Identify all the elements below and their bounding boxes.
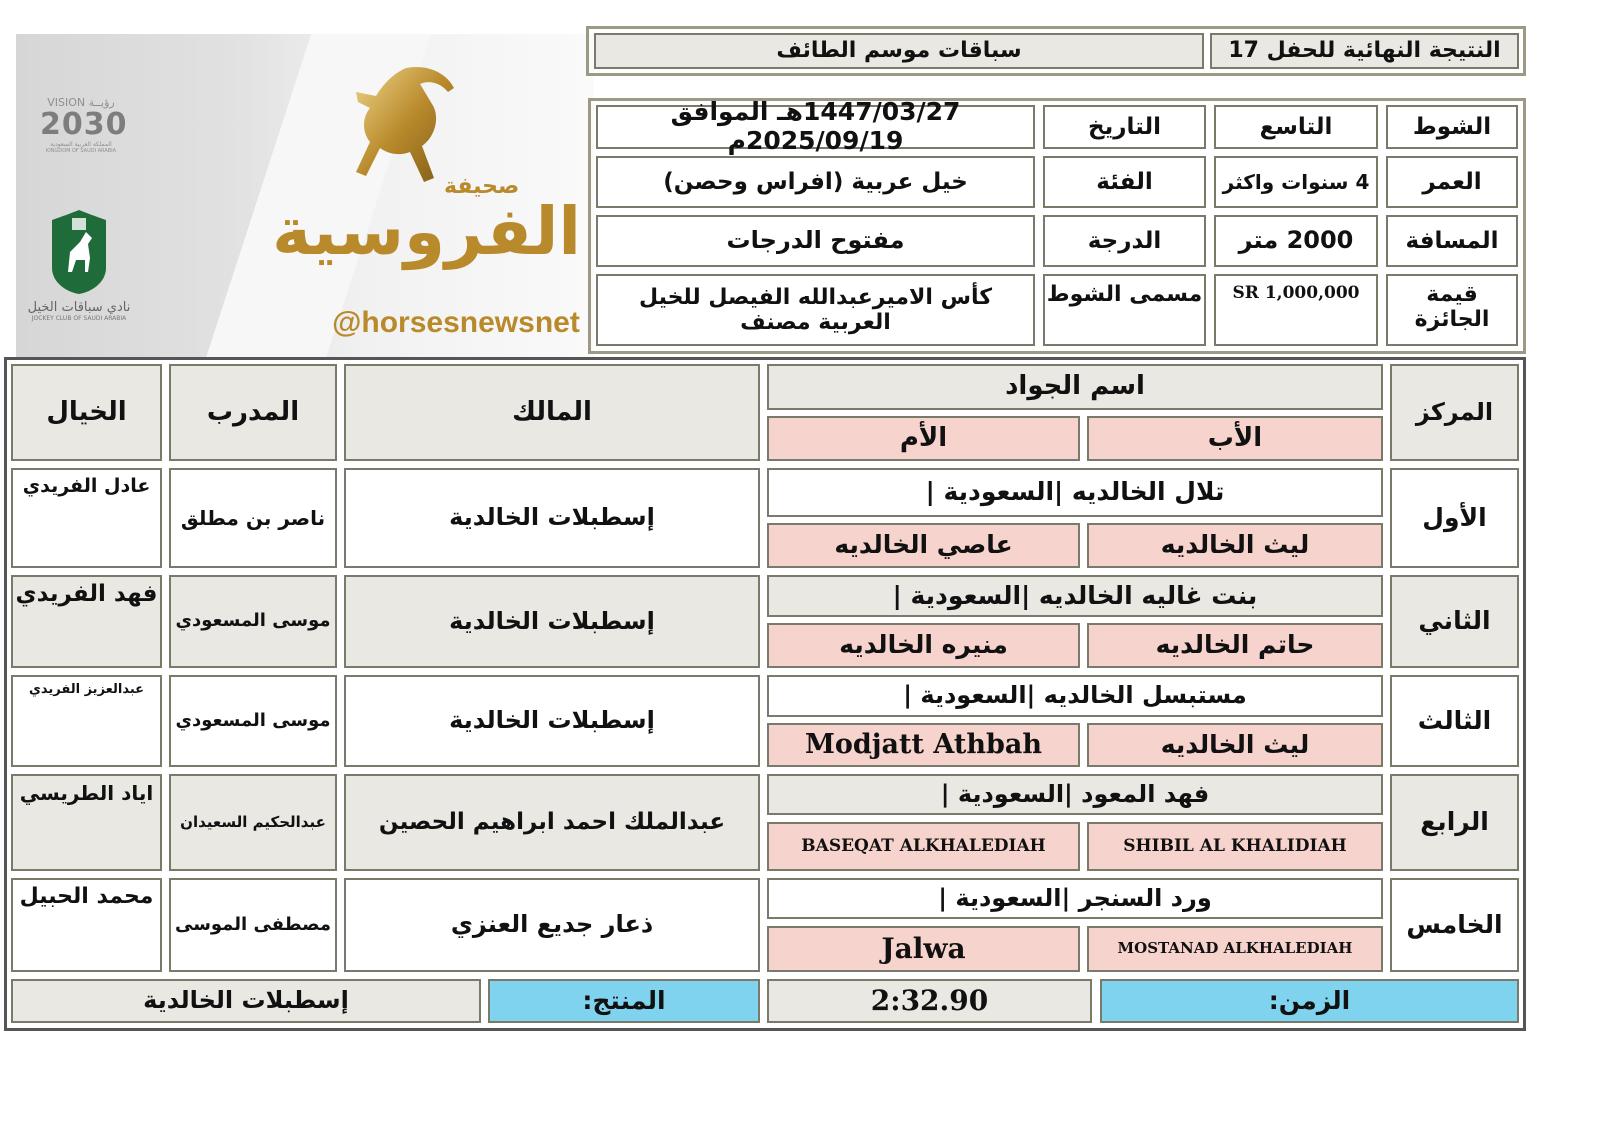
row2-position: الثاني	[1390, 575, 1519, 668]
row5-jockey: محمد الحبيل	[11, 878, 162, 972]
info-value-date: 1447/03/27هـ الموافق 2025/09/19م	[596, 105, 1035, 149]
row2-horse: بنت غاليه الخالديه |السعودية |	[767, 575, 1383, 617]
row1-jockey: عادل الفريدي	[11, 468, 162, 568]
header-banner	[16, 34, 594, 358]
info-label-prize: قيمة الجائزة	[1386, 274, 1518, 346]
info-label-date: التاريخ	[1043, 105, 1206, 149]
info-label-grade: الدرجة	[1043, 215, 1206, 267]
row3-trainer: موسى المسعودي	[169, 675, 337, 767]
info-label-race-name: مسمى الشوط	[1043, 274, 1206, 346]
info-value-age: 4 سنوات واكثر	[1214, 156, 1378, 208]
row3-sire: ليث الخالديه	[1087, 723, 1383, 767]
row5-position: الخامس	[1390, 878, 1519, 972]
info-value-grade: مفتوح الدرجات	[596, 215, 1035, 267]
race-series-title: سباقات موسم الطائف	[594, 33, 1204, 69]
row2-sire: حاتم الخالديه	[1087, 623, 1383, 668]
row1-dam: عاصي الخالديه	[767, 523, 1080, 568]
row1-owner: إسطبلات الخالدية	[344, 468, 760, 568]
info-value-distance: 2000 متر	[1214, 215, 1378, 267]
row3-position: الثالث	[1390, 675, 1519, 767]
header-sire: الأب	[1087, 416, 1383, 461]
vision-2030-logo: VISION رؤيــة 2030 المملكة العربية السعودية KINGDOM OF SAUDI ARABIA	[40, 96, 128, 154]
info-value-race: التاسع	[1214, 105, 1378, 149]
row2-dam: منيره الخالديه	[767, 623, 1080, 668]
header-jockey: الخيال	[11, 364, 162, 461]
info-value-prize: SR 1,000,000	[1214, 274, 1378, 346]
header-owner: المالك	[344, 364, 760, 461]
info-label-distance: المسافة	[1386, 215, 1518, 267]
footer-producer-value: إسطبلات الخالدية	[11, 979, 481, 1023]
row3-owner: إسطبلات الخالدية	[344, 675, 760, 767]
row3-jockey: عبدالعزيز الفريدي	[11, 675, 162, 767]
row5-dam: Jalwa	[767, 926, 1080, 972]
furusiya-logo: صحيفة الفروسية @horsesnewsnet	[316, 44, 586, 356]
final-result-title: النتيجة النهائية للحفل 17	[1210, 33, 1519, 69]
row4-trainer: عبدالحكيم السعيدان	[169, 774, 337, 871]
row5-horse: ورد السنجر |السعودية |	[767, 878, 1383, 919]
row5-sire: MOSTANAD ALKHALEDIAH	[1087, 926, 1383, 972]
row3-dam: Modjatt Athbah	[767, 723, 1080, 767]
info-label-race: الشوط	[1386, 105, 1518, 149]
row2-trainer: موسى المسعودي	[169, 575, 337, 668]
row1-position: الأول	[1390, 468, 1519, 568]
row5-owner: ذعار جديع العنزي	[344, 878, 760, 972]
horse-shield-icon	[50, 208, 108, 296]
row5-trainer: مصطفى الموسى	[169, 878, 337, 972]
row2-jockey: فهد الفريدي	[11, 575, 162, 668]
row4-owner: عبدالملك احمد ابراهيم الحصين	[344, 774, 760, 871]
info-value-category: خيل عربية (افراس وحصن)	[596, 156, 1035, 208]
footer-producer-label: المنتج:	[488, 979, 760, 1023]
jockey-club-logo: نادي سباقات الخيل JOCKEY CLUB OF SAUDI ARABIA	[24, 208, 134, 348]
header-trainer: المدرب	[169, 364, 337, 461]
row2-owner: إسطبلات الخالدية	[344, 575, 760, 668]
row4-sire: SHIBIL AL KHALIDIAH	[1087, 822, 1383, 871]
row1-sire: ليث الخالديه	[1087, 523, 1383, 568]
header-position: المركز	[1390, 364, 1519, 461]
row1-horse: تلال الخالديه |السعودية |	[767, 468, 1383, 517]
header-dam: الأم	[767, 416, 1080, 461]
row3-horse: مستبسل الخالديه |السعودية |	[767, 675, 1383, 717]
header-horse: اسم الجواد	[767, 364, 1383, 410]
row4-dam: BASEQAT ALKHALEDIAH	[767, 822, 1080, 871]
info-value-race-name: كأس الاميرعبدالله الفيصل للخيل العربية مصنف	[596, 274, 1035, 346]
footer-time-value: 2:32.90	[767, 979, 1092, 1023]
info-label-age: العمر	[1386, 156, 1518, 208]
row4-jockey: اياد الطريسي	[11, 774, 162, 871]
info-label-category: الفئة	[1043, 156, 1206, 208]
row1-trainer: ناصر بن مطلق	[169, 468, 337, 568]
row4-position: الرابع	[1390, 774, 1519, 871]
footer-time-label: الزمن:	[1100, 979, 1519, 1023]
row4-horse: فهد المعود |السعودية |	[767, 774, 1383, 815]
